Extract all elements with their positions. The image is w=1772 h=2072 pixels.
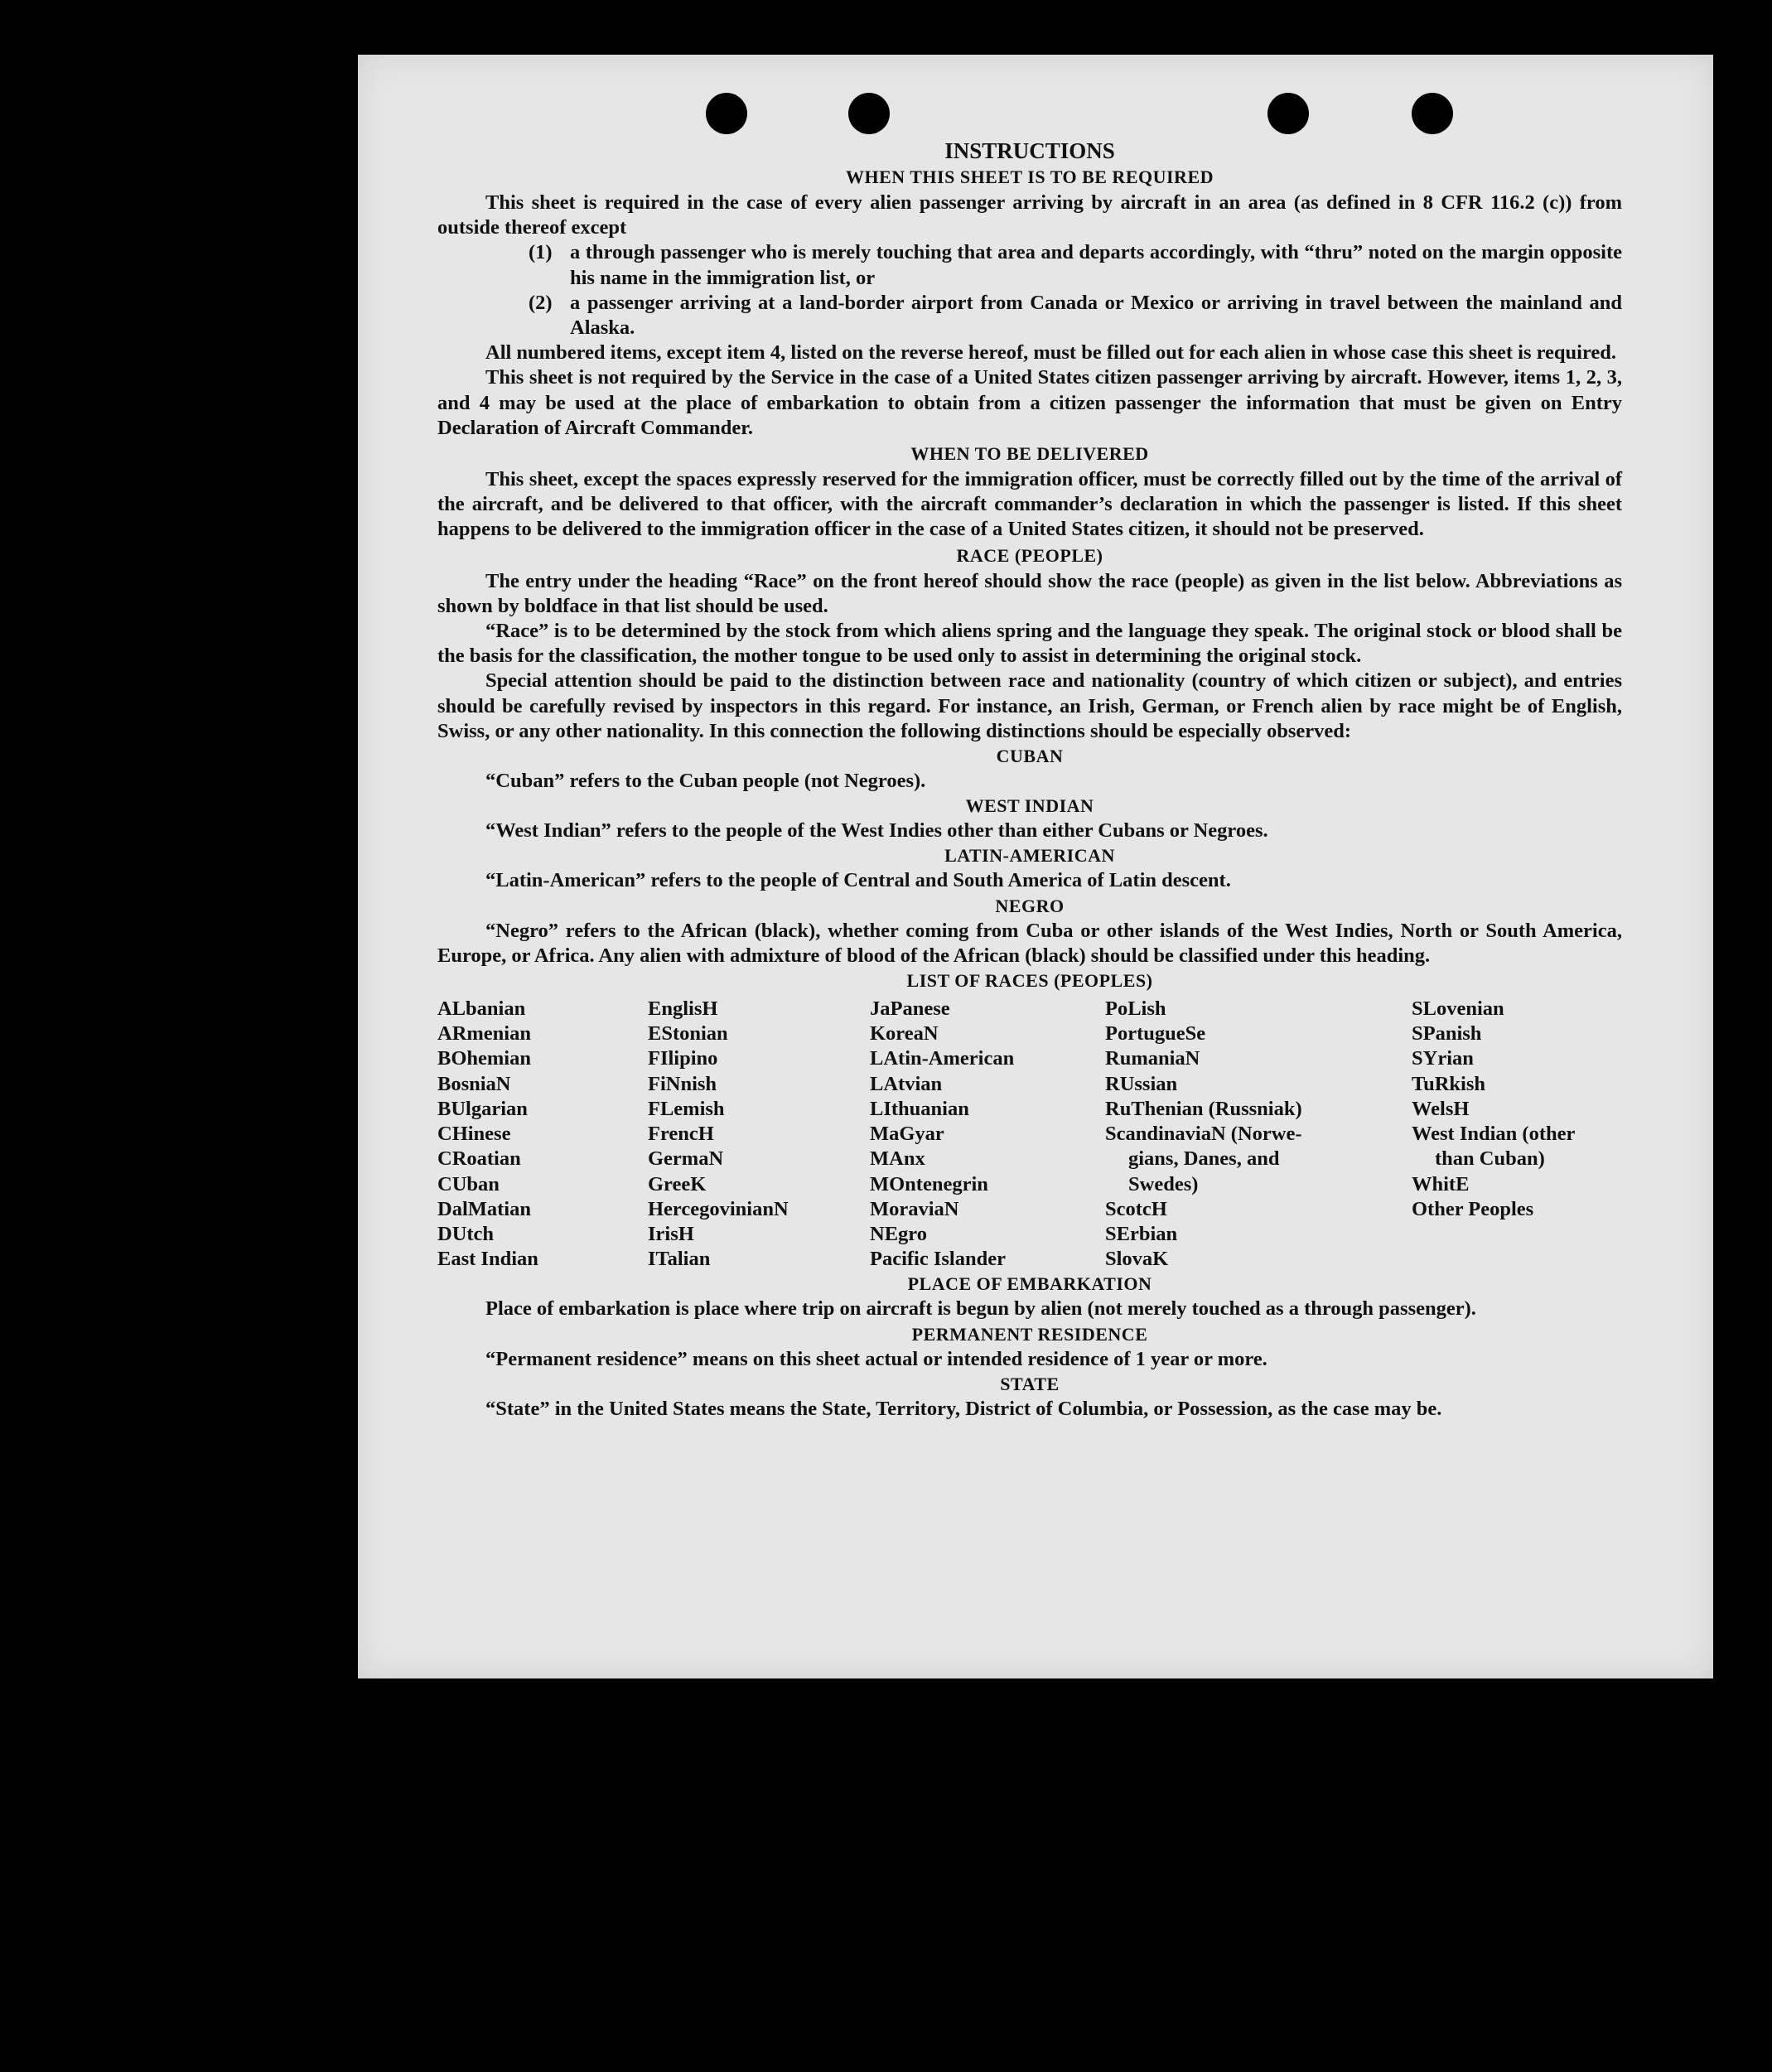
race-entry: FIlipino xyxy=(648,1047,718,1070)
definition: Place of embarkation is place where trip on aircraft is begun by alien (not merely touched as a through passenger). xyxy=(485,1297,1476,1321)
race-entry: CRoatian xyxy=(437,1147,521,1171)
paragraph: Special attention should be paid to the distinction between race and nationality (country of which citizen or subject), and entries should be carefully revised by inspectors in this regard. For instance, an Irish, German, or French alien by race might be of English, Swiss, or any other nationality. In this connection the following distinctions should be especially observed: xyxy=(437,669,1622,742)
race-entry: MaGyar xyxy=(870,1123,944,1146)
subheading-latin-american: LATIN-AMERICAN xyxy=(944,845,1115,867)
race-entry: SPanish xyxy=(1412,1022,1482,1046)
race-entry: West Indian (other xyxy=(1412,1123,1576,1146)
race-entry: JaPanese xyxy=(870,997,950,1021)
definition: “Latin-American” refers to the people of Central and South America of Latin descent. xyxy=(485,869,1231,892)
race-entry: WhitE xyxy=(1412,1172,1470,1195)
race-entry: WelsH xyxy=(1412,1097,1470,1120)
subheading-races-list: LIST OF RACES (PEOPLES) xyxy=(906,970,1153,992)
race-entry: LIthuanian xyxy=(870,1097,969,1120)
definition: “Permanent residence” means on this sheet actual or intended residence of 1 year or more. xyxy=(485,1347,1267,1370)
race-entry: Other Peoples xyxy=(1412,1197,1534,1220)
subheading-cuban: CUBAN xyxy=(996,746,1064,767)
race-entry: TuRkish xyxy=(1412,1072,1486,1095)
definition: “State” in the United States means the State, Territory, District of Columbia, or Possession, as the case may be. xyxy=(485,1397,1442,1420)
race-entry: EnglisH xyxy=(648,997,718,1021)
race-entry: RuThenian (Russniak) xyxy=(1105,1097,1302,1120)
race-entry: ALbanian xyxy=(437,997,526,1021)
list-item xyxy=(529,240,1622,290)
race-entry: LAtin-American xyxy=(870,1047,1015,1070)
punch-hole xyxy=(1412,93,1453,134)
race-entry: RUssian xyxy=(1105,1072,1178,1095)
paragraph: The entry under the heading “Race” on the front hereof should show the race (people) as given in the list below. Abbreviations as shown by boldface in that list should be used. xyxy=(437,569,1622,617)
races-list xyxy=(437,997,1622,1272)
document-sheet xyxy=(358,55,1713,1678)
race-entry: SErbian xyxy=(1105,1222,1178,1245)
section-heading-required: WHEN THIS SHEET IS TO BE REQUIRED xyxy=(845,167,1214,187)
race-entry: ScandinaviaN (Norwe- xyxy=(1105,1123,1302,1146)
race-entry: NEgro xyxy=(870,1222,927,1245)
race-entry: ScotcH xyxy=(1105,1197,1167,1220)
races-column xyxy=(1105,997,1412,1272)
race-entry: FLemish xyxy=(648,1097,725,1120)
race-entry: DalMatian xyxy=(437,1197,531,1220)
race-entry: BOhemian xyxy=(437,1047,531,1070)
race-entry: GermaN xyxy=(648,1147,724,1171)
list-item xyxy=(529,291,1622,341)
races-column xyxy=(437,997,648,1272)
paragraph: “Race” is to be determined by the stock from which aliens spring and the language they speak. The original stock or blood shall be the basis for the classification, the mother tongue to be used only to assist in determining the original stock. xyxy=(437,620,1622,668)
page-title: INSTRUCTIONS xyxy=(944,138,1115,163)
race-entry: HercegovinianN xyxy=(648,1197,789,1220)
race-entry: BosniaN xyxy=(437,1072,511,1095)
race-entry: LAtvian xyxy=(870,1072,943,1095)
list-number: (2) xyxy=(529,291,553,314)
races-column xyxy=(870,997,1105,1272)
race-entry: BUlgarian xyxy=(437,1097,528,1120)
race-entry: MAnx xyxy=(870,1147,925,1171)
definition: “West Indian” refers to the people of the West Indies other than either Cubans or Negroes. xyxy=(485,819,1268,843)
race-entry: IrisH xyxy=(648,1222,694,1245)
paragraph: This sheet, except the spaces expressly reserved for the immigration officer, must be correctly filled out by the time of the arrival of the aircraft, and be delivered to that officer, with the aircraft commander’s declaration in which the passenger is listed. If this sheet happens to be delivered to the immigration officer in the case of a United States citizen, it should not be preserved. xyxy=(437,468,1622,541)
definition: “Cuban” refers to the Cuban people (not Negroes). xyxy=(485,770,926,793)
instructions-text xyxy=(437,138,1622,1422)
definition: “Negro” refers to the African (black), whether coming from Cuba or other islands of the West Indies, North or South America, Europe, or Africa. Any alien with admixture of blood of the African (black) should be classified under this heading. xyxy=(437,919,1622,967)
races-column xyxy=(648,997,870,1272)
race-entry: RumaniaN xyxy=(1105,1047,1200,1070)
race-entry: MOntenegrin xyxy=(870,1172,988,1195)
race-entry: PoLish xyxy=(1105,997,1166,1021)
race-entry: ITalian xyxy=(648,1248,711,1271)
race-entry: East Indian xyxy=(437,1248,538,1271)
subheading-residence: PERMANENT RESIDENCE xyxy=(911,1323,1148,1345)
list-text: a passenger arriving at a land-border airport from Canada or Mexico or arriving in travel between the mainland and Alaska. xyxy=(570,291,1622,340)
list-text: a through passenger who is merely touching that area and departs accordingly, with “thru” noted on the margin opposite his name in the immigration list, or xyxy=(570,241,1622,289)
race-entry: SYrian xyxy=(1412,1047,1474,1070)
race-entry: FrencH xyxy=(648,1123,714,1146)
punch-hole xyxy=(706,93,747,134)
section-heading-race: RACE (PEOPLE) xyxy=(956,544,1103,566)
subheading-negro: NEGRO xyxy=(995,895,1065,916)
paragraph: This sheet is required in the case of every alien passenger arriving by aircraft in an area (as defined in 8 CFR 116.2 (c)) from outside thereof except xyxy=(437,191,1622,239)
race-entry: than Cuban) xyxy=(1435,1147,1545,1171)
race-entry: CUban xyxy=(437,1172,500,1195)
race-entry: ARmenian xyxy=(437,1022,531,1046)
race-entry: GreeK xyxy=(648,1172,707,1195)
race-entry: MoraviaN xyxy=(870,1197,959,1220)
races-column xyxy=(1412,997,1622,1272)
race-entry: SlovaK xyxy=(1105,1248,1169,1271)
punch-hole xyxy=(848,93,890,134)
race-entry: Swedes) xyxy=(1128,1172,1199,1195)
punch-hole xyxy=(1267,93,1309,134)
race-entry: EStonian xyxy=(648,1022,728,1046)
race-entry: DUtch xyxy=(437,1222,495,1245)
race-entry: KoreaN xyxy=(870,1022,939,1046)
subheading-state: STATE xyxy=(1000,1373,1060,1394)
race-entry: Pacific Islander xyxy=(870,1248,1006,1271)
section-heading-delivered: WHEN TO BE DELIVERED xyxy=(910,443,1149,465)
list-number: (1) xyxy=(529,241,553,264)
subheading-embarkation: PLACE OF EMBARKATION xyxy=(907,1273,1152,1295)
paragraph: All numbered items, except item 4, listed on the reverse hereof, must be filled out for each alien in whose case this sheet is required. xyxy=(485,341,1617,365)
subheading-west-indian: WEST INDIAN xyxy=(965,795,1094,817)
race-entry: CHinese xyxy=(437,1123,511,1146)
paragraph: This sheet is not required by the Service in the case of a United States citizen passenger arriving by aircraft. However, items 1, 2, 3, and 4 may be used at the place of embarkation to obtain from a citizen passenger the information that must be given on Entry Declaration of Aircraft Commander. xyxy=(437,366,1622,439)
race-entry: FiNnish xyxy=(648,1072,717,1095)
race-entry: gians, Danes, and xyxy=(1128,1147,1280,1171)
race-entry: PortugueSe xyxy=(1105,1022,1206,1046)
race-entry: SLovenian xyxy=(1412,997,1504,1021)
